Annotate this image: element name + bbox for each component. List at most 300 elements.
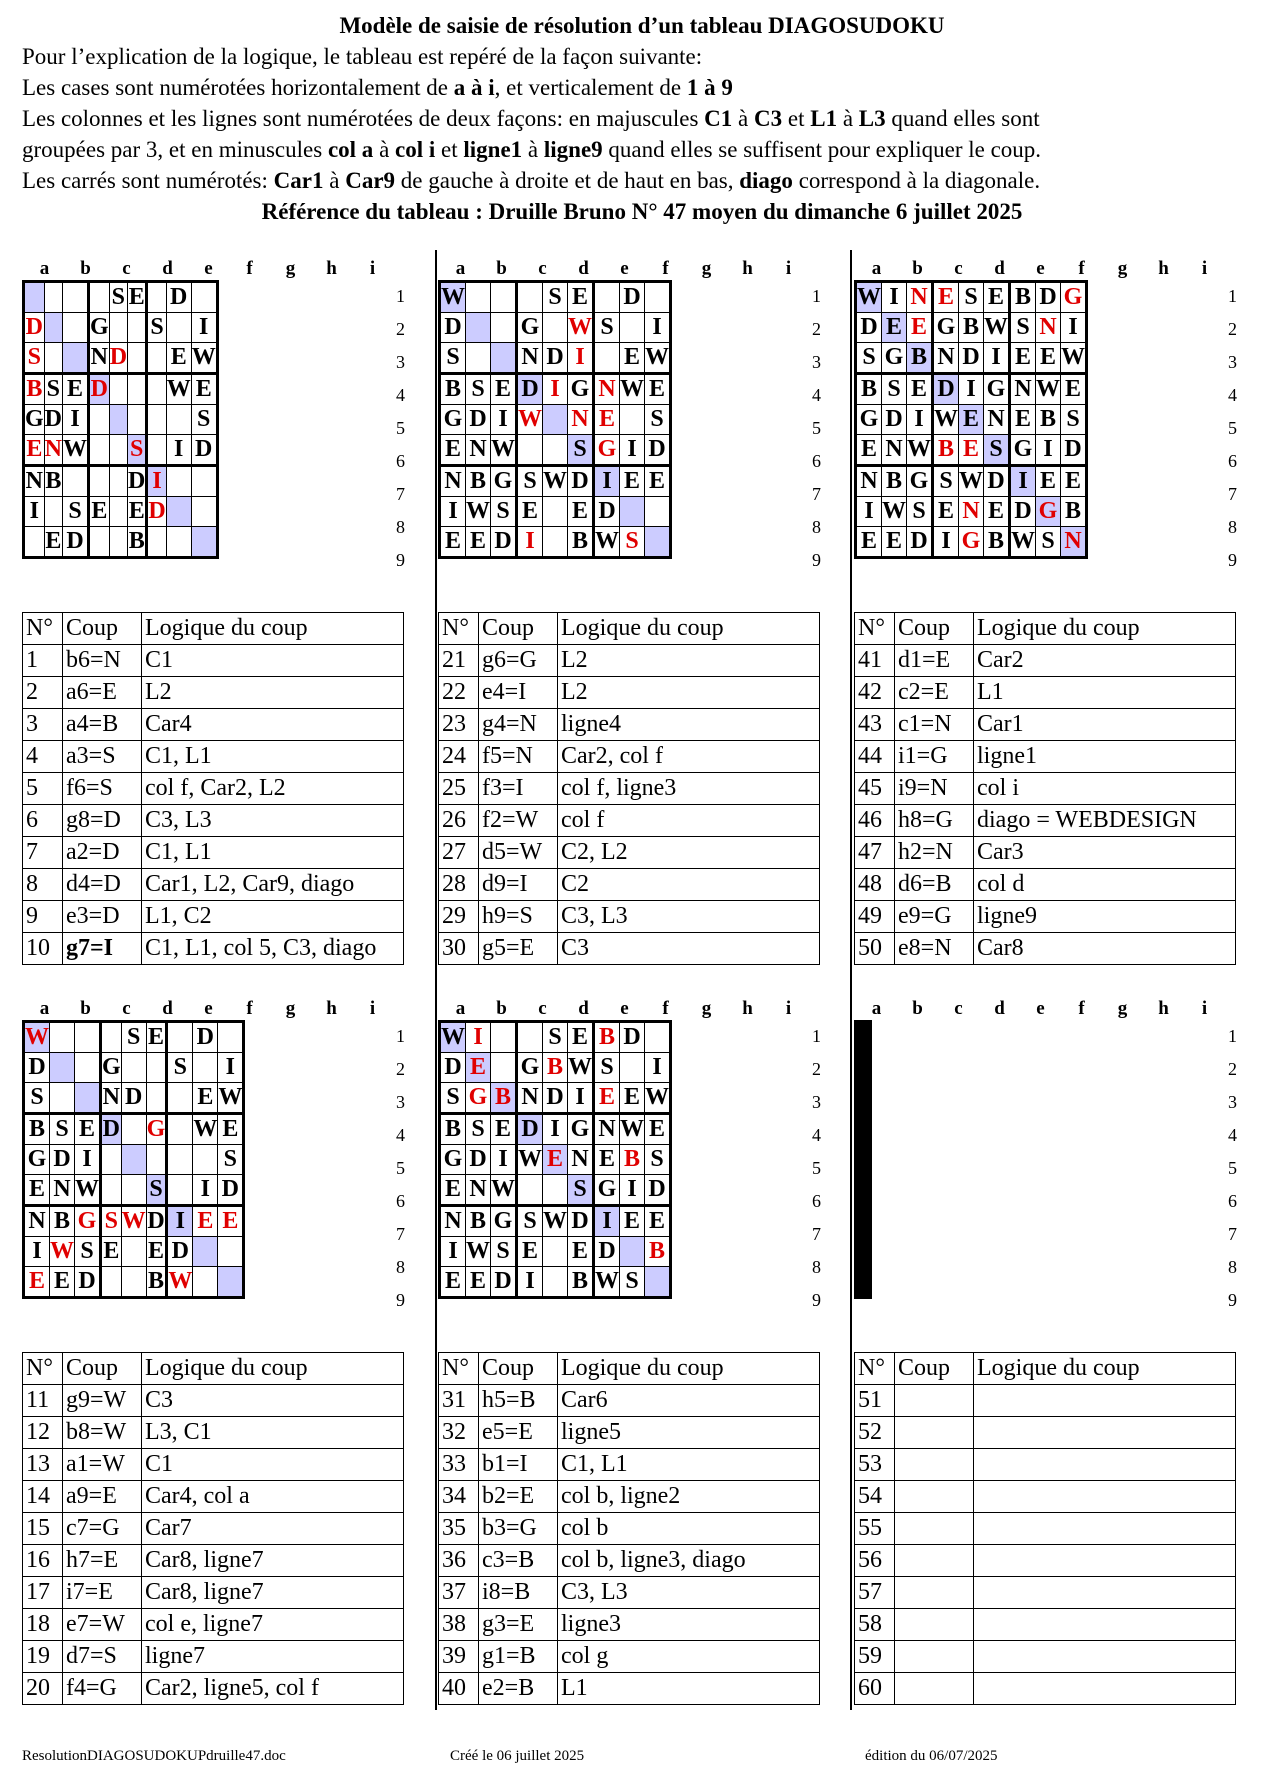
grid-cell[interactable]: W: [191, 343, 217, 374]
grid-cell[interactable]: E: [146, 1022, 167, 1053]
grid-cell[interactable]: G: [882, 343, 907, 374]
grid-cell[interactable]: S: [620, 527, 645, 558]
move-logic[interactable]: col b, ligne2: [558, 1481, 820, 1513]
grid-cell[interactable]: S: [645, 405, 671, 435]
grid-cell[interactable]: E: [568, 1237, 594, 1267]
move-cell[interactable]: h5=B: [479, 1385, 558, 1417]
grid-cell[interactable]: [109, 313, 127, 343]
move-logic[interactable]: [974, 1449, 1236, 1481]
grid-cell[interactable]: W: [568, 1053, 594, 1083]
grid-cell[interactable]: E: [959, 435, 984, 466]
grid-cell[interactable]: W: [959, 466, 984, 497]
grid-cell[interactable]: [543, 527, 568, 558]
grid-cell[interactable]: [121, 1145, 146, 1175]
grid-cell[interactable]: W: [517, 1145, 543, 1175]
grid-cell[interactable]: [101, 1022, 122, 1053]
move-logic[interactable]: L3, C1: [142, 1417, 404, 1449]
grid-cell[interactable]: D: [440, 1053, 466, 1083]
move-cell[interactable]: a1=W: [63, 1449, 142, 1481]
grid-cell[interactable]: [869, 1114, 871, 1145]
grid-cell[interactable]: B: [491, 1083, 517, 1114]
grid-cell[interactable]: W: [218, 1083, 244, 1114]
grid-cell[interactable]: B: [933, 435, 959, 466]
grid-cell[interactable]: E: [191, 374, 217, 405]
grid-cell[interactable]: G: [517, 313, 543, 343]
grid-cell[interactable]: W: [856, 282, 882, 313]
grid-cell[interactable]: [24, 527, 45, 558]
move-cell[interactable]: i8=B: [479, 1577, 558, 1609]
grid-cell[interactable]: E: [984, 282, 1010, 313]
grid-cell[interactable]: E: [882, 313, 907, 343]
move-logic[interactable]: ligne5: [558, 1417, 820, 1449]
grid-cell[interactable]: D: [75, 1267, 101, 1298]
grid-cell[interactable]: B: [1061, 497, 1087, 527]
grid-cell[interactable]: [620, 405, 645, 435]
grid-cell[interactable]: N: [440, 1206, 466, 1237]
grid-cell[interactable]: [543, 497, 568, 527]
grid-cell[interactable]: E: [440, 1175, 466, 1206]
grid-cell[interactable]: S: [121, 1022, 146, 1053]
move-cell[interactable]: d6=B: [895, 869, 974, 901]
grid-cell[interactable]: E: [440, 435, 466, 466]
grid-cell[interactable]: [44, 282, 62, 313]
grid-cell[interactable]: B: [50, 1206, 75, 1237]
grid-cell[interactable]: [543, 1237, 568, 1267]
grid-cell[interactable]: [517, 1022, 543, 1053]
grid-cell[interactable]: [75, 1053, 101, 1083]
grid-cell[interactable]: [109, 374, 127, 405]
grid-cell[interactable]: I: [933, 527, 959, 558]
grid-cell[interactable]: N: [466, 1175, 491, 1206]
move-logic[interactable]: [974, 1673, 1236, 1705]
grid-cell[interactable]: S: [620, 1267, 645, 1298]
grid-cell[interactable]: I: [491, 1145, 517, 1175]
move-logic[interactable]: C3: [558, 933, 820, 965]
grid-cell[interactable]: S: [1036, 527, 1061, 558]
move-logic[interactable]: C1, L1: [142, 837, 404, 869]
move-logic[interactable]: Car6: [558, 1385, 820, 1417]
grid-cell[interactable]: S: [517, 1206, 543, 1237]
grid-cell[interactable]: G: [568, 1114, 594, 1145]
grid-cell[interactable]: W: [491, 1175, 517, 1206]
grid-cell[interactable]: [50, 1083, 75, 1114]
grid-cell[interactable]: E: [218, 1206, 244, 1237]
grid-cell[interactable]: S: [594, 1053, 620, 1083]
grid-cell[interactable]: [121, 1237, 146, 1267]
move-cell[interactable]: i9=N: [895, 773, 974, 805]
move-logic[interactable]: [974, 1609, 1236, 1641]
grid-cell[interactable]: B: [128, 527, 147, 558]
grid-cell[interactable]: S: [907, 497, 933, 527]
move-cell[interactable]: d1=E: [895, 645, 974, 677]
grid-cell[interactable]: S: [491, 1237, 517, 1267]
grid-cell[interactable]: E: [1010, 343, 1036, 374]
grid-cell[interactable]: [193, 1145, 218, 1175]
grid-cell[interactable]: [89, 435, 110, 466]
grid-cell[interactable]: D: [1010, 497, 1036, 527]
move-logic[interactable]: C1: [142, 1449, 404, 1481]
grid-cell[interactable]: E: [568, 1022, 594, 1053]
grid-cell[interactable]: S: [147, 313, 166, 343]
grid-cell[interactable]: I: [193, 1175, 218, 1206]
move-cell[interactable]: e8=N: [895, 933, 974, 965]
grid-cell[interactable]: S: [543, 282, 568, 313]
grid-cell[interactable]: D: [907, 527, 933, 558]
grid-cell[interactable]: [50, 1053, 75, 1083]
grid-cell[interactable]: [645, 282, 671, 313]
grid-cell[interactable]: B: [620, 1145, 645, 1175]
grid-cell[interactable]: [869, 1022, 871, 1053]
grid-cell[interactable]: N: [1036, 313, 1061, 343]
grid-cell[interactable]: D: [959, 343, 984, 374]
grid-cell[interactable]: [193, 1237, 218, 1267]
grid-cell[interactable]: E: [89, 497, 110, 527]
grid-cell[interactable]: E: [1061, 466, 1087, 497]
grid-cell[interactable]: [166, 527, 191, 558]
grid-cell[interactable]: [491, 1022, 517, 1053]
grid-cell[interactable]: I: [440, 497, 466, 527]
grid-cell[interactable]: [24, 282, 45, 313]
grid-cell[interactable]: I: [491, 405, 517, 435]
grid-cell[interactable]: [147, 405, 166, 435]
grid-cell[interactable]: E: [466, 1267, 491, 1298]
grid-cell[interactable]: B: [568, 527, 594, 558]
move-cell[interactable]: i1=G: [895, 741, 974, 773]
move-cell[interactable]: [895, 1513, 974, 1545]
grid-cell[interactable]: [121, 1053, 146, 1083]
grid-cell[interactable]: [167, 1114, 193, 1145]
move-logic[interactable]: col b, ligne3, diago: [558, 1545, 820, 1577]
grid-cell[interactable]: G: [959, 527, 984, 558]
grid-cell[interactable]: [167, 1145, 193, 1175]
grid-cell[interactable]: [645, 497, 671, 527]
grid-cell[interactable]: S: [645, 1145, 671, 1175]
grid-cell[interactable]: W: [1010, 527, 1036, 558]
grid-cell[interactable]: D: [620, 1022, 645, 1053]
grid-cell[interactable]: E: [907, 374, 933, 405]
grid-cell[interactable]: I: [907, 405, 933, 435]
grid-cell[interactable]: [620, 1237, 645, 1267]
grid-cell[interactable]: E: [620, 1206, 645, 1237]
grid-cell[interactable]: S: [24, 1083, 50, 1114]
grid-cell[interactable]: E: [166, 343, 191, 374]
grid-cell[interactable]: E: [856, 435, 882, 466]
move-cell[interactable]: c3=B: [479, 1545, 558, 1577]
grid-cell[interactable]: D: [543, 343, 568, 374]
grid-cell[interactable]: W: [907, 435, 933, 466]
grid-cell[interactable]: N: [568, 1145, 594, 1175]
grid-cell[interactable]: E: [44, 527, 62, 558]
grid-cell[interactable]: [620, 1053, 645, 1083]
move-logic[interactable]: L2: [558, 645, 820, 677]
move-logic[interactable]: [974, 1513, 1236, 1545]
grid-cell[interactable]: I: [543, 1114, 568, 1145]
grid-cell[interactable]: I: [517, 1267, 543, 1298]
grid-cell[interactable]: [466, 343, 491, 374]
grid-cell[interactable]: E: [620, 343, 645, 374]
grid-cell[interactable]: D: [24, 313, 45, 343]
grid-cell[interactable]: D: [466, 405, 491, 435]
grid-cell[interactable]: D: [109, 343, 127, 374]
grid-cell[interactable]: S: [856, 343, 882, 374]
grid-cell[interactable]: I: [620, 435, 645, 466]
grid-cell[interactable]: [645, 527, 671, 558]
grid-cell[interactable]: N: [466, 435, 491, 466]
grid-cell[interactable]: S: [959, 282, 984, 313]
grid-cell[interactable]: I: [440, 1237, 466, 1267]
grid-cell[interactable]: G: [89, 313, 110, 343]
grid-cell[interactable]: N: [594, 1114, 620, 1145]
grid-cell[interactable]: D: [101, 1114, 122, 1145]
grid-cell[interactable]: B: [882, 466, 907, 497]
move-cell[interactable]: d4=D: [63, 869, 142, 901]
grid-cell[interactable]: E: [1010, 405, 1036, 435]
grid-cell[interactable]: B: [466, 466, 491, 497]
move-logic[interactable]: [974, 1417, 1236, 1449]
grid-cell[interactable]: G: [24, 405, 45, 435]
move-cell[interactable]: a3=S: [63, 741, 142, 773]
grid-cell[interactable]: [121, 1175, 146, 1206]
move-logic[interactable]: [974, 1641, 1236, 1673]
grid-cell[interactable]: W: [466, 1237, 491, 1267]
move-logic[interactable]: C3, L3: [558, 901, 820, 933]
grid-cell[interactable]: S: [594, 313, 620, 343]
grid-cell[interactable]: W: [167, 1267, 193, 1298]
grid-cell[interactable]: [620, 497, 645, 527]
grid-cell[interactable]: S: [50, 1114, 75, 1145]
grid-cell[interactable]: N: [89, 343, 110, 374]
grid-cell[interactable]: [869, 1083, 871, 1114]
grid-cell[interactable]: [44, 313, 62, 343]
grid-cell[interactable]: [491, 282, 517, 313]
move-cell[interactable]: e2=B: [479, 1673, 558, 1705]
move-cell[interactable]: g6=G: [479, 645, 558, 677]
grid-cell[interactable]: N: [933, 343, 959, 374]
grid-cell[interactable]: W: [543, 1206, 568, 1237]
move-cell[interactable]: i7=E: [63, 1577, 142, 1609]
grid-cell[interactable]: S: [75, 1237, 101, 1267]
grid-cell[interactable]: W: [620, 374, 645, 405]
grid-cell[interactable]: I: [568, 1083, 594, 1114]
grid-cell[interactable]: [543, 313, 568, 343]
grid-cell[interactable]: [869, 1267, 871, 1298]
grid-cell[interactable]: [645, 1022, 671, 1053]
move-cell[interactable]: f2=W: [479, 805, 558, 837]
grid-cell[interactable]: B: [44, 466, 62, 497]
grid-cell[interactable]: S: [44, 374, 62, 405]
grid-cell[interactable]: S: [146, 1175, 167, 1206]
grid-cell[interactable]: I: [959, 374, 984, 405]
grid-cell[interactable]: E: [620, 466, 645, 497]
grid-cell[interactable]: I: [63, 405, 89, 435]
grid-cell[interactable]: [109, 497, 127, 527]
grid-cell[interactable]: S: [882, 374, 907, 405]
move-cell[interactable]: [895, 1481, 974, 1513]
move-logic[interactable]: Car1: [974, 709, 1236, 741]
move-cell[interactable]: c1=N: [895, 709, 974, 741]
grid-cell[interactable]: E: [193, 1083, 218, 1114]
grid-cell[interactable]: E: [128, 497, 147, 527]
grid-cell[interactable]: I: [218, 1053, 244, 1083]
grid-cell[interactable]: [147, 282, 166, 313]
grid-cell[interactable]: I: [1036, 435, 1061, 466]
grid-cell[interactable]: [466, 313, 491, 343]
grid-cell[interactable]: N: [44, 435, 62, 466]
grid-cell[interactable]: [89, 405, 110, 435]
move-cell[interactable]: g4=N: [479, 709, 558, 741]
grid-cell[interactable]: N: [1010, 374, 1036, 405]
grid-cell[interactable]: I: [166, 435, 191, 466]
grid-cell[interactable]: I: [620, 1175, 645, 1206]
grid-cell[interactable]: [193, 1053, 218, 1083]
grid-cell[interactable]: [543, 1175, 568, 1206]
grid-cell[interactable]: D: [645, 1175, 671, 1206]
grid-cell[interactable]: D: [147, 497, 166, 527]
grid-cell[interactable]: D: [517, 374, 543, 405]
grid-cell[interactable]: D: [167, 1237, 193, 1267]
grid-cell[interactable]: [218, 1237, 244, 1267]
grid-cell[interactable]: D: [1061, 435, 1087, 466]
grid-cell[interactable]: G: [440, 1145, 466, 1175]
grid-cell[interactable]: E: [856, 527, 882, 558]
grid-cell[interactable]: [193, 1267, 218, 1298]
grid-cell[interactable]: B: [466, 1206, 491, 1237]
grid-cell[interactable]: G: [907, 466, 933, 497]
grid-cell[interactable]: E: [128, 282, 147, 313]
move-cell[interactable]: a9=E: [63, 1481, 142, 1513]
move-cell[interactable]: a2=D: [63, 837, 142, 869]
grid-cell[interactable]: [101, 1267, 122, 1298]
grid-cell[interactable]: N: [984, 405, 1010, 435]
move-logic[interactable]: C2: [558, 869, 820, 901]
grid-cell[interactable]: [191, 497, 217, 527]
grid-cell[interactable]: [146, 1083, 167, 1114]
grid-cell[interactable]: E: [101, 1237, 122, 1267]
grid-cell[interactable]: N: [1061, 527, 1087, 558]
grid-cell[interactable]: E: [440, 527, 466, 558]
move-logic[interactable]: diago = WEBDESIGN: [974, 805, 1236, 837]
move-logic[interactable]: C3, L3: [142, 805, 404, 837]
grid-cell[interactable]: [620, 313, 645, 343]
grid-cell[interactable]: S: [1061, 405, 1087, 435]
grid-cell[interactable]: G: [568, 374, 594, 405]
grid-cell[interactable]: [101, 1175, 122, 1206]
grid-cell[interactable]: W: [121, 1206, 146, 1237]
grid-cell[interactable]: S: [1010, 313, 1036, 343]
grid-cell[interactable]: [44, 497, 62, 527]
grid-cell[interactable]: D: [543, 1083, 568, 1114]
move-logic[interactable]: Car2, ligne5, col f: [142, 1673, 404, 1705]
move-logic[interactable]: Car3: [974, 837, 1236, 869]
grid-cell[interactable]: N: [568, 405, 594, 435]
grid-cell[interactable]: G: [984, 374, 1010, 405]
grid-cell[interactable]: E: [193, 1206, 218, 1237]
grid-cell[interactable]: B: [645, 1237, 671, 1267]
grid-cell[interactable]: D: [594, 497, 620, 527]
grid-cell[interactable]: [147, 343, 166, 374]
grid-cell[interactable]: [543, 1267, 568, 1298]
move-cell[interactable]: e7=W: [63, 1609, 142, 1641]
grid-cell[interactable]: [128, 313, 147, 343]
grid-cell[interactable]: W: [1036, 374, 1061, 405]
grid-cell[interactable]: E: [440, 1267, 466, 1298]
move-logic[interactable]: C1, L1: [558, 1449, 820, 1481]
grid-cell[interactable]: [109, 466, 127, 497]
grid-cell[interactable]: S: [24, 343, 45, 374]
grid-cell[interactable]: G: [491, 466, 517, 497]
grid-cell[interactable]: S: [543, 1022, 568, 1053]
grid-cell[interactable]: W: [491, 435, 517, 466]
move-logic[interactable]: Car1, L2, Car9, diago: [142, 869, 404, 901]
move-cell[interactable]: b6=N: [63, 645, 142, 677]
grid-cell[interactable]: I: [24, 497, 45, 527]
grid-cell[interactable]: E: [645, 374, 671, 405]
grid-cell[interactable]: E: [24, 435, 45, 466]
grid-cell[interactable]: D: [121, 1083, 146, 1114]
move-cell[interactable]: d9=I: [479, 869, 558, 901]
move-cell[interactable]: b3=G: [479, 1513, 558, 1545]
grid-cell[interactable]: S: [101, 1206, 122, 1237]
grid-cell[interactable]: [109, 527, 127, 558]
grid-cell[interactable]: E: [491, 1114, 517, 1145]
grid-cell[interactable]: E: [594, 1083, 620, 1114]
grid-cell[interactable]: S: [568, 1175, 594, 1206]
grid-cell[interactable]: I: [75, 1145, 101, 1175]
grid-cell[interactable]: S: [933, 466, 959, 497]
grid-cell[interactable]: D: [191, 435, 217, 466]
grid-cell[interactable]: S: [440, 343, 466, 374]
grid-cell[interactable]: D: [645, 435, 671, 466]
grid-cell[interactable]: S: [109, 282, 127, 313]
grid-cell[interactable]: E: [146, 1237, 167, 1267]
grid-cell[interactable]: B: [856, 374, 882, 405]
grid-cell[interactable]: S: [517, 466, 543, 497]
move-cell[interactable]: h9=S: [479, 901, 558, 933]
grid-cell[interactable]: S: [191, 405, 217, 435]
grid-cell[interactable]: B: [984, 527, 1010, 558]
move-logic[interactable]: C1, L1, col 5, C3, diago: [142, 933, 404, 965]
grid-cell[interactable]: [147, 374, 166, 405]
grid-cell[interactable]: I: [856, 497, 882, 527]
grid-cell[interactable]: G: [466, 1083, 491, 1114]
grid-cell[interactable]: D: [882, 405, 907, 435]
grid-cell[interactable]: [128, 374, 147, 405]
grid-cell[interactable]: E: [594, 405, 620, 435]
grid-cell[interactable]: S: [218, 1145, 244, 1175]
grid-cell[interactable]: [146, 1145, 167, 1175]
grid-cell[interactable]: E: [1036, 466, 1061, 497]
grid-cell[interactable]: G: [594, 435, 620, 466]
grid-cell[interactable]: W: [50, 1237, 75, 1267]
grid-cell[interactable]: I: [882, 282, 907, 313]
move-cell[interactable]: b8=W: [63, 1417, 142, 1449]
grid-cell[interactable]: I: [594, 1206, 620, 1237]
move-logic[interactable]: ligne4: [558, 709, 820, 741]
grid-cell[interactable]: G: [1010, 435, 1036, 466]
grid-cell[interactable]: G: [440, 405, 466, 435]
grid-cell[interactable]: E: [218, 1114, 244, 1145]
grid-cell[interactable]: S: [491, 497, 517, 527]
grid-cell[interactable]: W: [440, 1022, 466, 1053]
move-logic[interactable]: L2: [558, 677, 820, 709]
grid-cell[interactable]: G: [1036, 497, 1061, 527]
move-logic[interactable]: col i: [974, 773, 1236, 805]
move-logic[interactable]: col e, ligne7: [142, 1609, 404, 1641]
grid-cell[interactable]: E: [63, 374, 89, 405]
grid-cell[interactable]: N: [594, 374, 620, 405]
grid-cell[interactable]: [167, 1083, 193, 1114]
grid-cell[interactable]: B: [1010, 282, 1036, 313]
